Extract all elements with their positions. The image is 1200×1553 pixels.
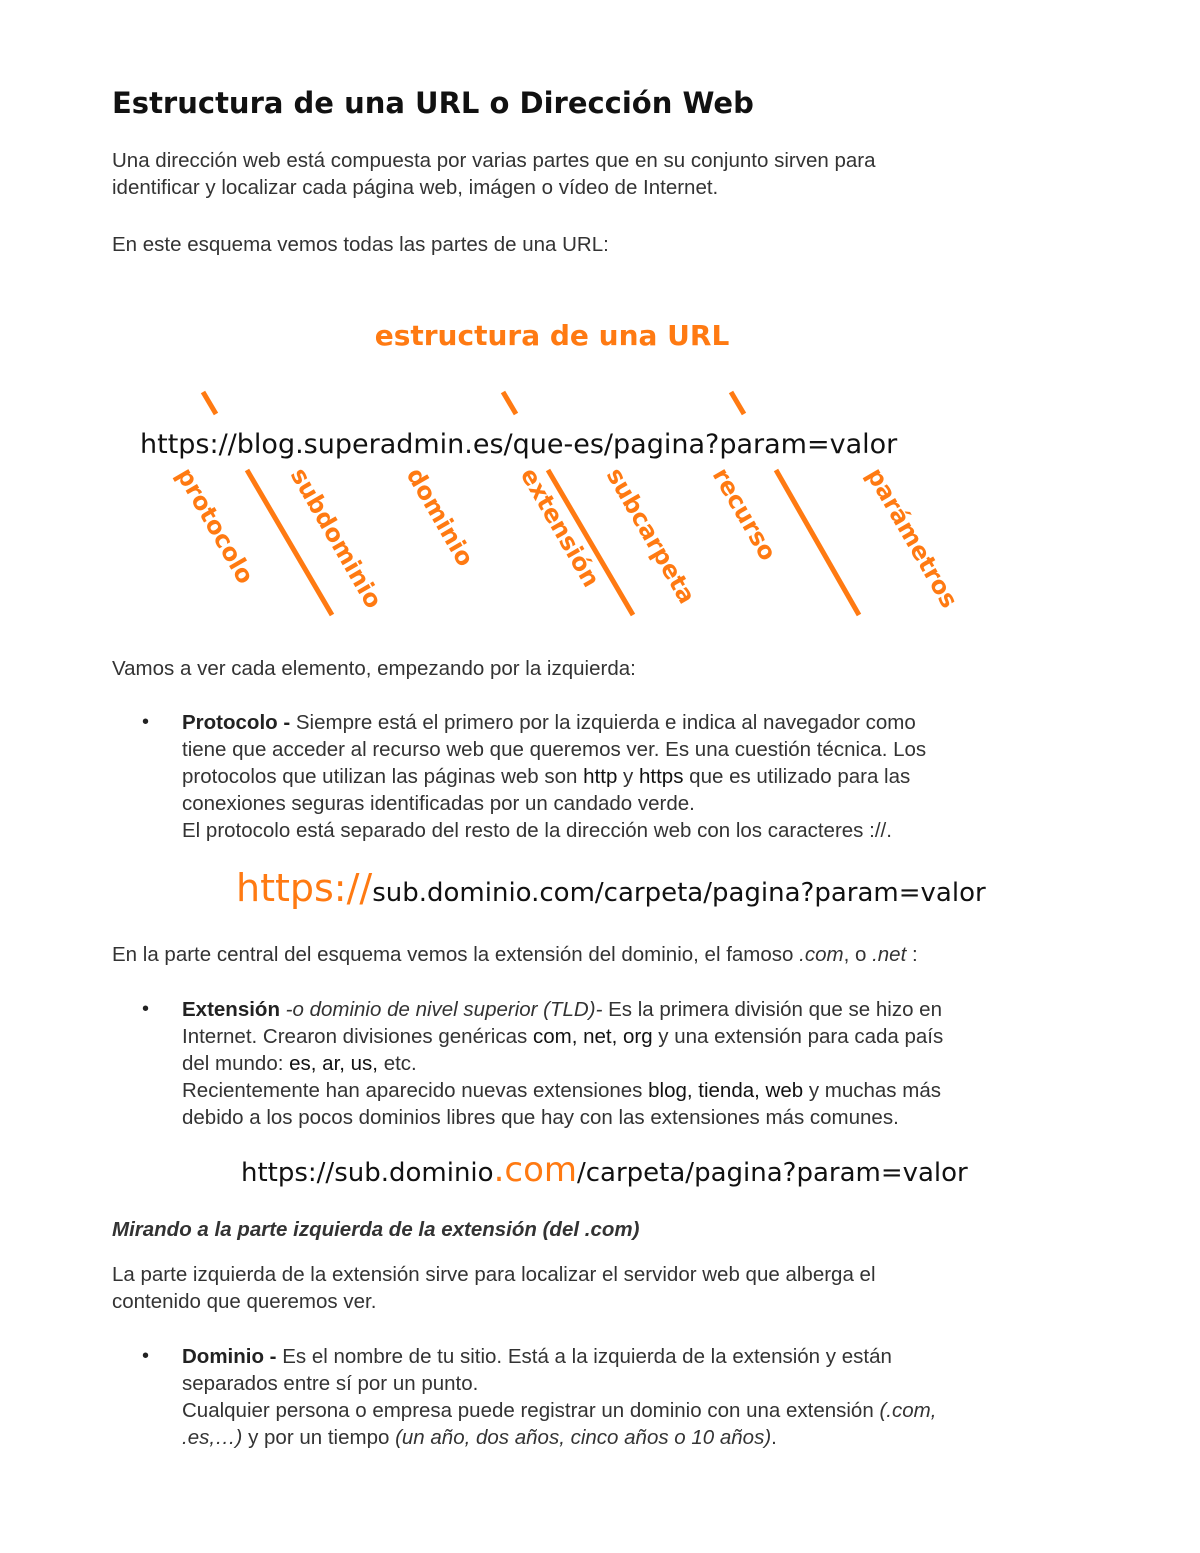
page-title: Estructura de una URL o Dirección Web: [112, 86, 754, 120]
bullet-dominio: Dominio - Es el nombre de tu sitio. Está a la izquierda de la extensión y están separados entre sí por un punto. Cualquier persona o empresa puede registrar un dominio con una extensión (.com, .es,…) y por un tiempo (un año, dos años, cinco años o 10 años).: [182, 1345, 937, 1449]
label-parametros: parámetros: [860, 463, 964, 613]
protocol-highlight: https://: [236, 866, 373, 910]
term-protocolo: Protocolo -: [182, 711, 291, 734]
bullet-dot: •: [142, 998, 150, 1020]
bullet-dot: •: [142, 1345, 150, 1367]
intro-line-2: identificar y localizar cada página web, imágen o vídeo de Internet.: [112, 176, 719, 199]
term-extension: Extensión: [182, 998, 280, 1021]
protocol-example: https://sub.dominio.com/carpeta/pagina?param=valor: [236, 866, 986, 910]
intro-paragraph: [112, 147, 1072, 201]
marker-slash: [731, 392, 744, 414]
scheme-intro: En este esquema vemos todas las partes de una URL:: [112, 233, 609, 256]
label-dominio: dominio: [400, 463, 480, 572]
extension-highlight: .com: [493, 1150, 577, 1190]
label-recurso: recurso: [706, 463, 783, 566]
label-subcarpeta: subcarpeta: [600, 463, 702, 609]
section2-intro: En la parte central del esquema vemos la extensión del dominio, el famoso .com, o .net :: [112, 943, 918, 966]
intro-line-1: Una dirección web está compuesta por varias partes que en su conjunto sirven para: [112, 149, 876, 172]
label-subdominio: subdominio: [284, 463, 388, 614]
section1-intro: Vamos a ver cada elemento, empezando por la izquierda:: [112, 657, 636, 680]
section3-heading: Mirando a la parte izquierda de la extensión (del .com): [112, 1218, 640, 1241]
marker-slash: [203, 392, 216, 414]
term-dominio: Dominio -: [182, 1345, 277, 1368]
divider-line: [776, 470, 859, 615]
label-extension: extensión: [514, 463, 606, 592]
bullet-protocolo: Protocolo - Siempre está el primero por la izquierda e indica al navegador como tiene que acceder al recurso web que queremos ver. Es una cuestión técnica. Los protocolos que utilizan las páginas web son http y https que es utilizado para las conexiones seguras identificadas por un candado verde. El protocolo está separado del resto de la dirección web con los caracteres ://.: [182, 711, 927, 842]
section3-paragraph: La parte izquierda de la extensión sirve para localizar el servidor web que alberga el contenido que queremos ver.: [112, 1263, 876, 1313]
label-protocolo: protocolo: [170, 463, 260, 589]
bullet-dot: •: [142, 711, 150, 733]
url-structure-diagram: [0, 300, 1200, 630]
bullet-extension: Extensión -o dominio de nivel superior (TLD)- Es la primera división que se hizo en Internet. Crearon divisiones genéricas com, net, org y una extensión para cada país del mundo: es, ar, us, etc. Recientemente han aparecido nuevas extensiones blog, tienda, web y muchas más debido a los pocos dominios libres que hay con las extensiones más comunes.: [182, 998, 944, 1129]
diagram-url: https://blog.superadmin.es/que-es/pagina?param=valor: [140, 429, 898, 460]
diagram-heading: estructura de una URL: [374, 319, 730, 352]
extension-example: https://sub.dominio.com/carpeta/pagina?param=valor: [241, 1150, 968, 1190]
marker-slash: [503, 392, 516, 414]
